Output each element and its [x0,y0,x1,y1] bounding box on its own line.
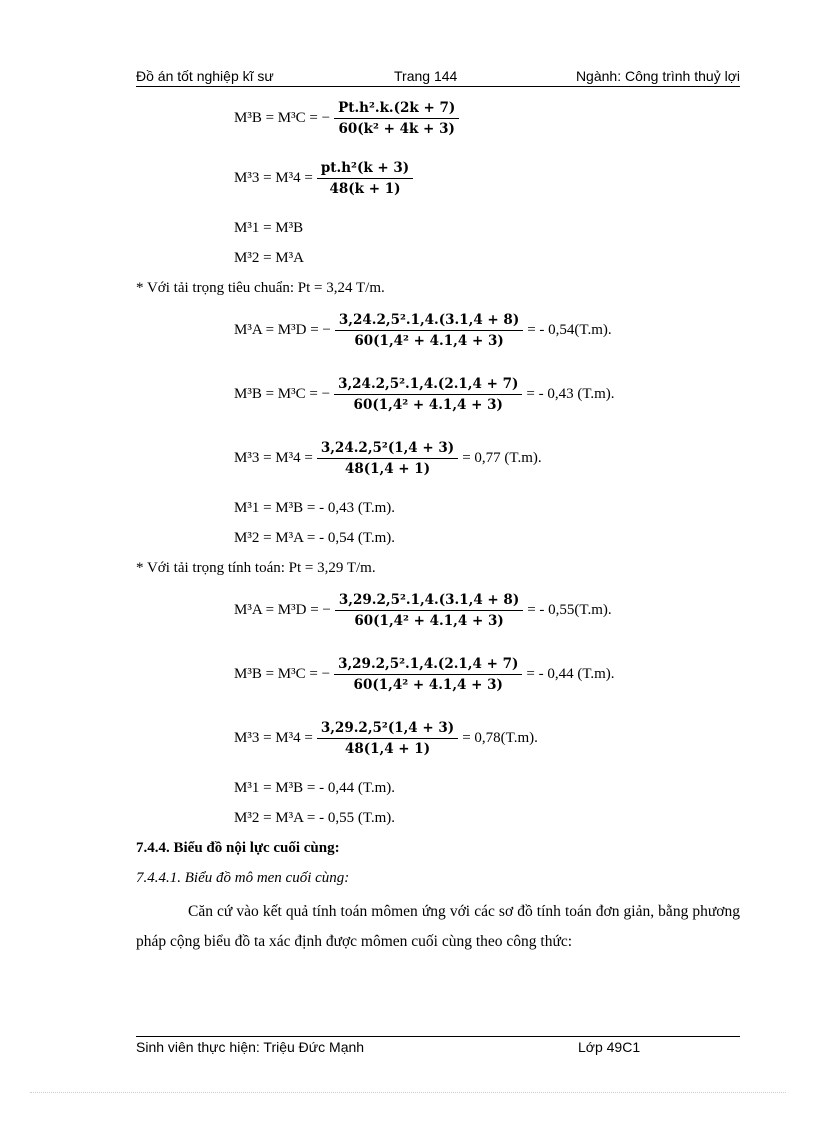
formula-lhs: M³3 = M³4 = [234,450,313,466]
case1-formula-ma [234,312,612,349]
formula-result: = - 0,43 (T.m). [526,386,615,402]
formula-result: = - 0,44 (T.m). [526,666,615,682]
numerator: 3,24.2,5².1,4.(3.1,4 + 8) [335,312,523,331]
page-edge-divider [30,1092,786,1093]
formula-result: = 0,77 (T.m). [462,450,542,466]
page-header [136,66,740,87]
fraction [317,160,413,197]
formula-result: = - 0,54(T.m). [527,322,612,338]
denominator: 60(k² + 4k + 3) [338,121,455,137]
header-right: Ngành: Công trình thuỷ lợi [575,68,740,84]
case1-title: * Với tải trọng tiêu chuẩn: Pt = 3,24 T/m. [136,280,385,296]
formula-lhs: M³B = M³C = − [234,386,331,402]
fraction [334,100,459,137]
numerator: 3,29.2,5².1,4.(3.1,4 + 8) [335,592,523,611]
denominator: 60(1,4² + 4.1,4 + 3) [353,397,503,413]
denominator: 48(1,4 + 1) [344,741,431,757]
numerator: 3,24.2,5².1,4.(2.1,4 + 7) [334,376,522,395]
fraction [334,656,522,693]
formula-result: = - 0,55(T.m). [527,602,612,618]
formula-lhs: M³3 = M³4 = [234,730,313,746]
denominator: 60(1,4² + 4.1,4 + 3) [353,677,503,693]
case1-equality-m2: M³2 = M³A = - 0,54 (T.m). [234,530,396,546]
fraction [317,720,458,757]
fraction [335,312,523,349]
case2-formula-mb [234,656,615,693]
formula-result: = 0,78(T.m). [462,730,538,746]
case2-equality-m1: M³1 = M³B = - 0,44 (T.m). [234,780,396,796]
numerator: 3,29.2,5²(1,4 + 3) [317,720,458,739]
numerator: 3,29.2,5².1,4.(2.1,4 + 7) [334,656,522,675]
case1-equality-m1: M³1 = M³B = - 0,43 (T.m). [234,500,396,516]
case1-formula-m3 [234,440,542,477]
formula-lhs: M³A = M³D = − [234,322,331,338]
denominator: 48(1,4 + 1) [344,461,431,477]
formula-lhs: M³B = M³C = − [234,110,331,126]
header-page-number: Trang 144 [394,68,458,84]
denominator: 48(k + 1) [329,181,401,197]
equality-m2: M³2 = M³A [234,250,304,266]
formula-lhs: M³B = M³C = − [234,666,331,682]
section-heading: 7.4.4. Biểu đồ nội lực cuối cùng: [136,840,340,856]
fraction [317,440,458,477]
case2-equality-m2: M³2 = M³A = - 0,55 (T.m). [234,810,396,826]
fraction [334,376,522,413]
footer-class: Lớp 49C1 [578,1039,641,1055]
body-paragraph: Căn cứ vào kết quả tính toán mômen ứng với các sơ đồ tính toán đơn giản, bằng phương pháp cộng biểu đồ ta xác định được mômen cuối cùng theo công thức: [136,903,740,950]
case2-title: * Với tải trọng tính toán: Pt = 3,29 T/m. [136,560,376,576]
denominator: 60(1,4² + 4.1,4 + 3) [354,613,504,629]
formula-lhs: M³A = M³D = − [234,602,331,618]
page-footer [136,1036,740,1065]
subsection-heading: 7.4.4.1. Biểu đồ mô men cuối cùng: [136,870,350,886]
footer-author: Sinh viên thực hiện: Triệu Đức Mạnh [136,1039,365,1055]
numerator: 3,24.2,5²(1,4 + 3) [317,440,458,459]
case1-formula-mb [234,376,615,413]
case2-formula-m3 [234,720,538,757]
formula-lhs: M³3 = M³4 = [234,170,313,186]
fraction [335,592,523,629]
case2-formula-ma [234,592,612,629]
header-left: Đồ án tốt nghiệp kĩ sư [136,68,274,84]
equality-m1: M³1 = M³B [234,220,304,236]
formula-m3-m4-general [234,160,417,197]
formula-mb-mc-general [234,100,463,137]
numerator: pt.h²(k + 3) [317,160,413,179]
numerator: Pt.h².k.(2k + 7) [334,100,459,119]
denominator: 60(1,4² + 4.1,4 + 3) [354,333,504,349]
